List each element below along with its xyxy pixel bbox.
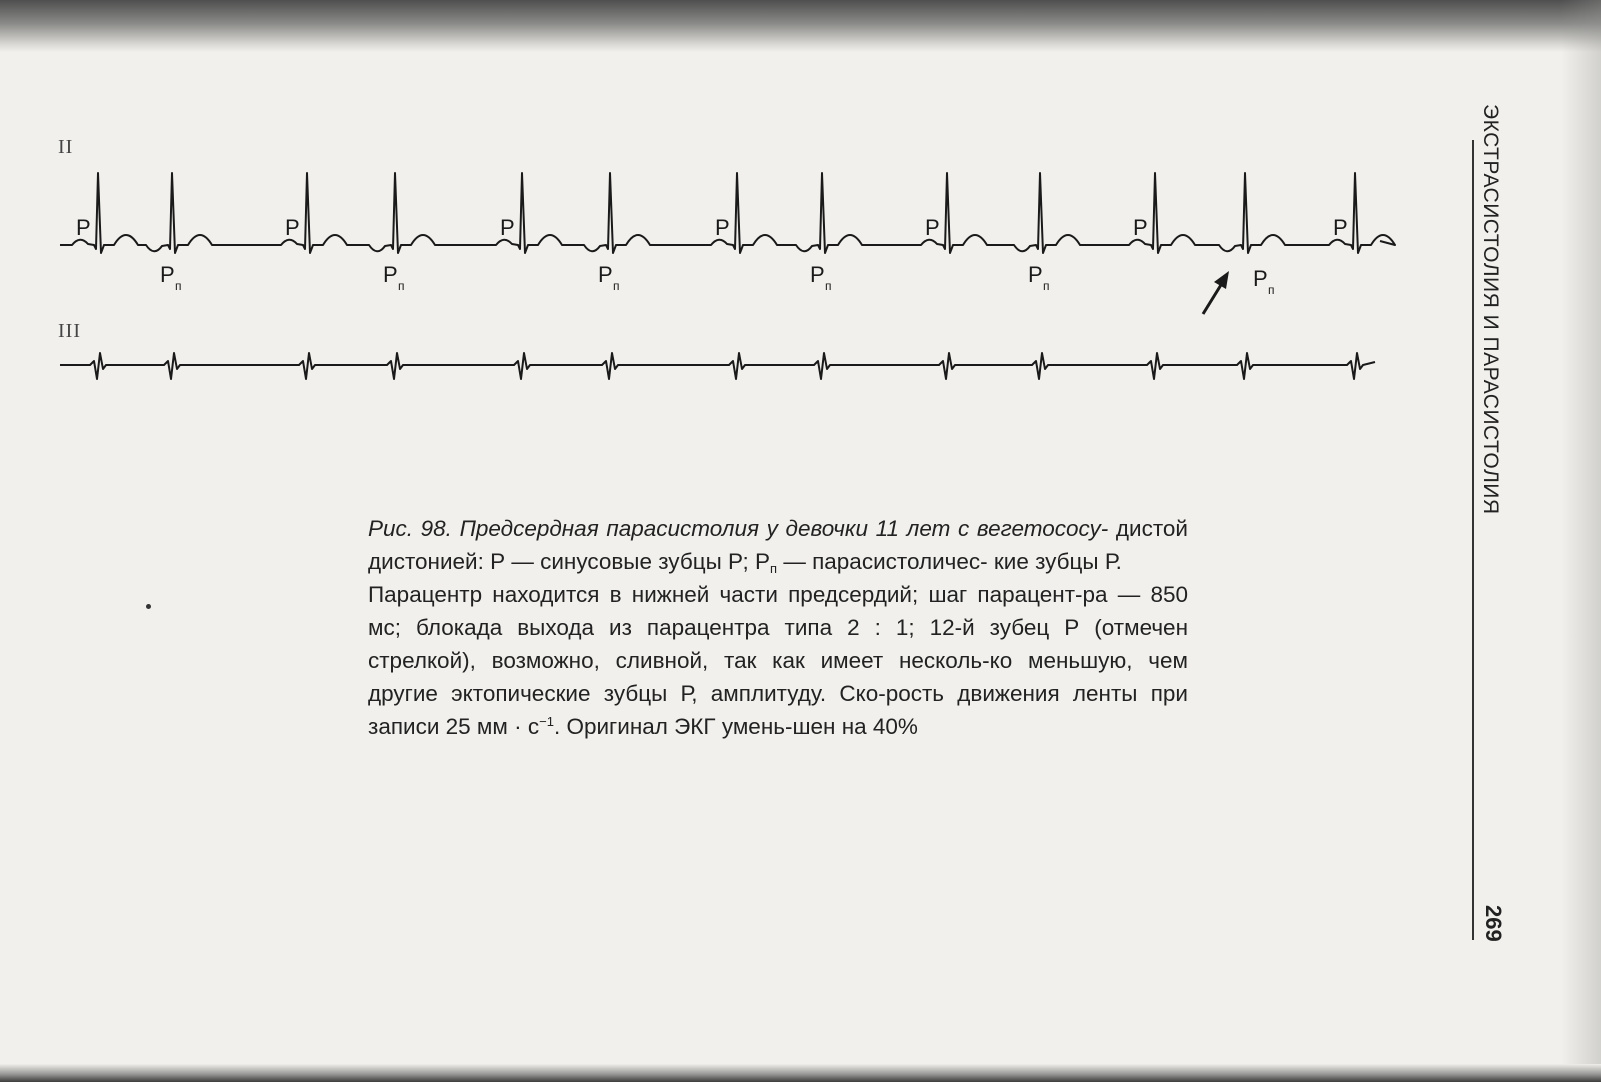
caption-subscript: п [770, 561, 778, 576]
figure-caption [368, 512, 1188, 743]
caption-paragraph-1 [368, 512, 1188, 578]
lead-ii-label: II [58, 136, 74, 158]
p-wave-label: P [76, 215, 91, 240]
p-wave-label: P [1333, 215, 1348, 240]
page-number: 269 [1481, 905, 1506, 942]
pn-wave-label: P [160, 262, 175, 287]
pn-wave-label: P [383, 262, 398, 287]
p-wave-label: P [500, 215, 515, 240]
p-wave-label: P [715, 215, 730, 240]
pn-wave-subscript: п [398, 279, 405, 293]
pn-wave-label: P [810, 262, 825, 287]
lead-iii-trace [60, 353, 1375, 379]
pn-wave-label: P [1028, 262, 1043, 287]
p-wave-label: P [925, 215, 940, 240]
pn-wave-subscript: п [613, 279, 620, 293]
pn-wave-subscript: п [1043, 279, 1050, 293]
page-right-shadow [1561, 0, 1601, 1082]
running-header: ЭКСТРАСИСТОЛИЯ И ПАРАСИСТОЛИЯ [1479, 104, 1502, 515]
caption-paragraph-2-end: . Оригинал ЭКГ умень-шен на 40% [553, 714, 918, 739]
pn-wave-label: P [598, 262, 613, 287]
side-divider [1472, 140, 1474, 940]
caption-line1: дистой дистонией: Р — синусовые зубцы Р; Р [368, 516, 1188, 574]
arrow-marker [1203, 271, 1229, 314]
p-wave-label: P [285, 215, 300, 240]
p-wave-label: P [1133, 215, 1148, 240]
caption-line1-end: — парасистоличес- [777, 549, 988, 574]
speck [146, 604, 151, 609]
page-bottom-edge [0, 1064, 1601, 1082]
pn-wave-subscript: п [825, 279, 832, 293]
caption-line2: кие зубцы Р. [993, 549, 1122, 574]
pn-wave-subscript: п [1268, 283, 1275, 297]
lead-ii-trace [60, 173, 1395, 253]
caption-paragraph-2-text: Парацентр находится в нижней части предсердий; шаг парацент-ра — 850 мс; блокада выхода из парацентра типа 2 : 1; 12-й зубец Р (отмечен стрелкой), возможно, сливной, так как имеет несколь-ко меньшую, чем другие эктопические зубцы Р, амплитуду. Ско-рость движения ленты при записи 25 мм · с [368, 582, 1188, 739]
lead-iii-label: III [58, 320, 81, 342]
caption-title: Рис. 98. Предсердная парасистолия у девочки 11 лет с вегетососу- [368, 516, 1109, 541]
pn-wave-subscript: п [175, 279, 182, 293]
ecg-figure [0, 0, 1420, 420]
caption-superscript: −1 [539, 714, 554, 729]
pn-wave-label: P [1253, 266, 1268, 291]
caption-paragraph-2 [368, 578, 1188, 743]
